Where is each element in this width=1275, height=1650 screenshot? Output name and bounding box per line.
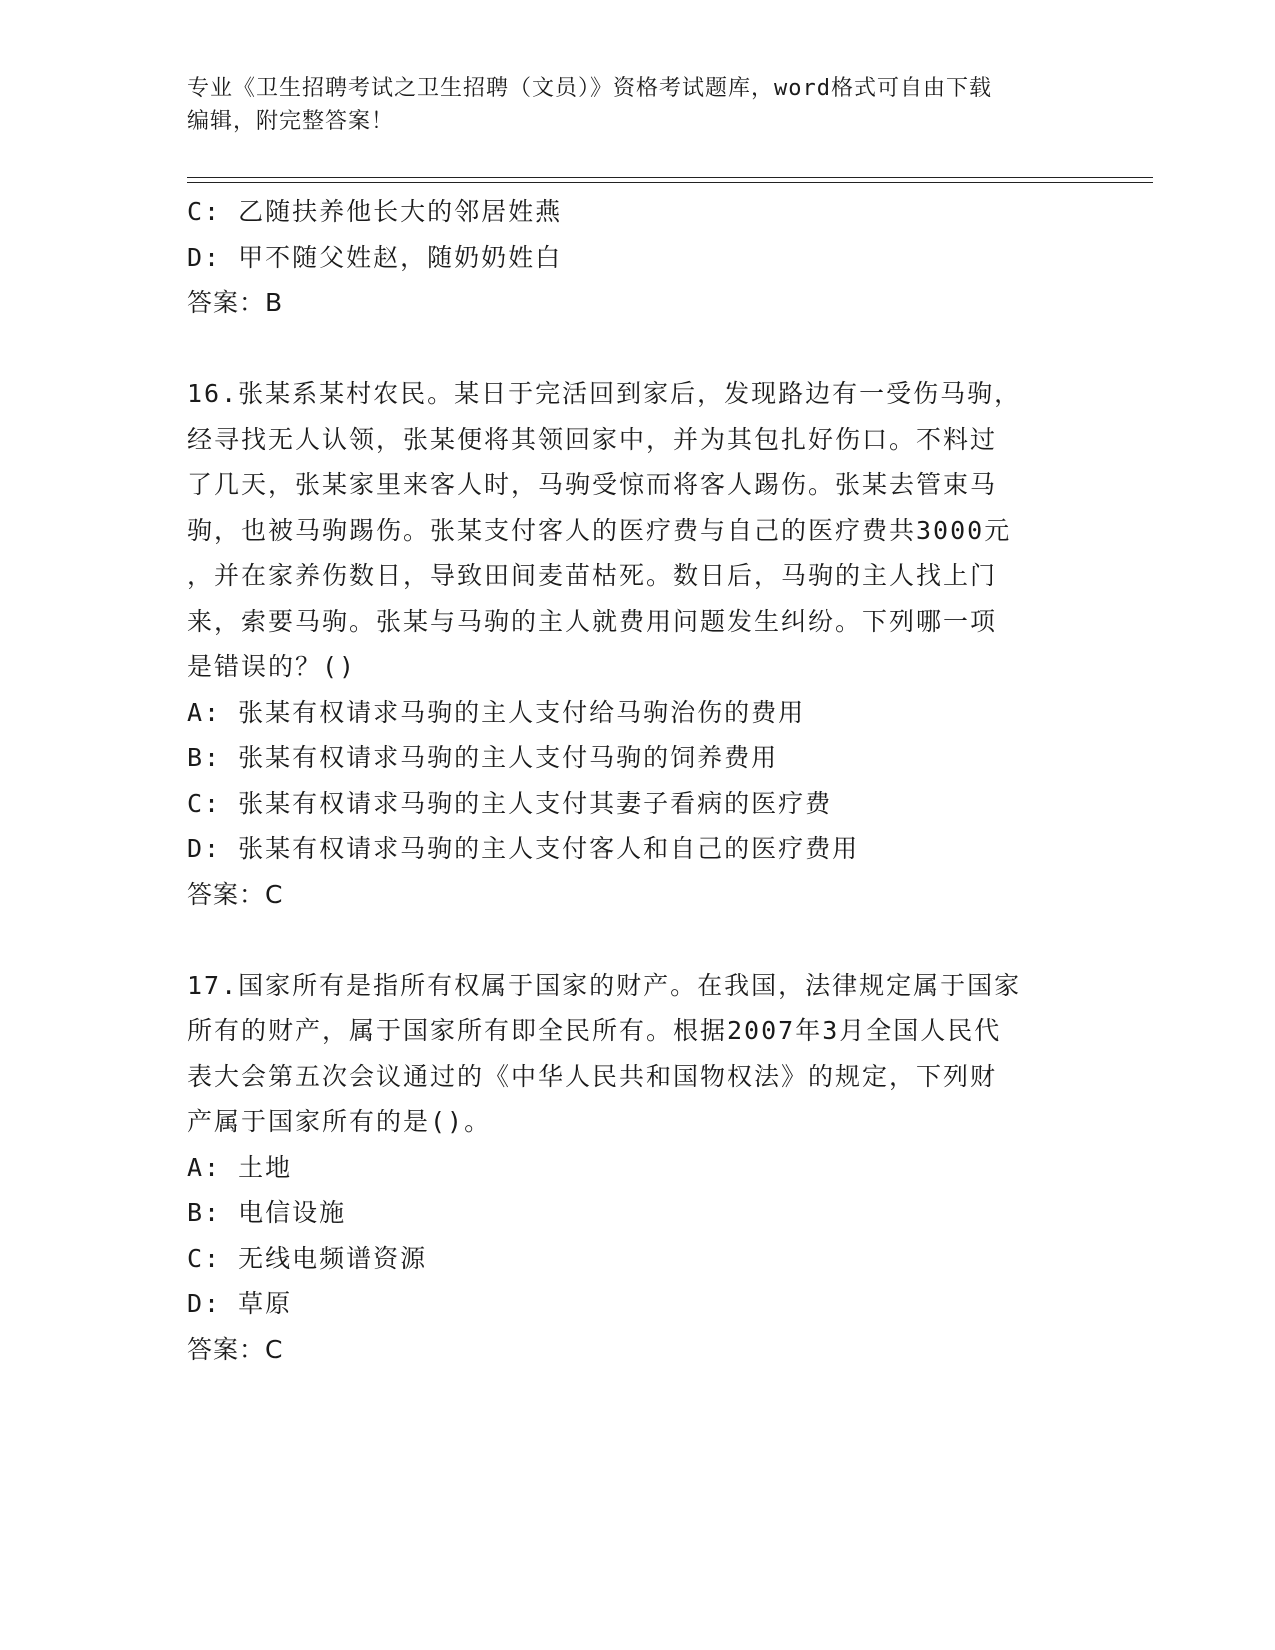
- header-line-2: 编辑，附完整答案！: [187, 109, 395, 134]
- option-label: B:: [187, 743, 222, 772]
- option-label: D:: [187, 242, 222, 272]
- spacer: [187, 326, 1077, 372]
- option-d: [187, 235, 1077, 281]
- stem-line: 16.张某系某村农民。某日于完活回到家后，发现路边有一受伤马驹，: [187, 379, 1022, 408]
- option-text: 张某有权请求马驹的主人支付客人和自己的医疗费用: [238, 834, 860, 863]
- header-divider: [187, 177, 1153, 183]
- option-text: 电信设施: [238, 1198, 347, 1227]
- stem-line: 17.国家所有是指所有权属于国家的财产。在我国，法律规定属于国家: [187, 970, 1022, 1000]
- option-b: [187, 735, 1077, 781]
- header-line-1: 专业《卫生招聘考试之卫生招聘（文员）》资格考试题库，word格式可自由下载: [187, 76, 992, 101]
- stem-line: ，并在家养伤数日，导致田间麦苗枯死。数日后，马驹的主人找上门: [187, 561, 998, 590]
- option-d: [187, 1281, 1077, 1327]
- option-c: [187, 1236, 1077, 1282]
- option-text: 张某有权请求马驹的主人支付给马驹治伤的费用: [238, 697, 806, 727]
- option-d: [187, 826, 1077, 872]
- option-label: D:: [187, 834, 222, 863]
- question-16-stem: [187, 371, 1077, 690]
- option-label: D:: [187, 1289, 222, 1318]
- option-c: [187, 189, 1077, 235]
- option-text: 无线电频谱资源: [238, 1243, 428, 1273]
- option-label: B:: [187, 1198, 222, 1227]
- option-text: 土地: [238, 1152, 293, 1182]
- option-text: 甲不随父姓赵，随奶奶姓白: [238, 242, 563, 272]
- stem-line: 经寻找无人认领，张某便将其领回家中，并为其包扎好伤口。不料过: [187, 424, 998, 454]
- option-text: 张某有权请求马驹的主人支付其妻子看病的医疗费: [238, 788, 833, 818]
- stem-line: 表大会第五次会议通过的《中华人民共和国物权法》的规定，下列财: [187, 1061, 998, 1091]
- option-label: A:: [187, 1152, 222, 1182]
- option-a: [187, 690, 1077, 736]
- document-body: [187, 189, 1077, 1372]
- option-label: C:: [187, 788, 222, 818]
- option-text: 乙随扶养他长大的邻居姓燕: [238, 197, 563, 226]
- option-label: C:: [187, 197, 222, 226]
- question-16-answer: 答案：C: [187, 879, 284, 909]
- spacer: [187, 917, 1077, 963]
- stem-line: 来，索要马驹。张某与马驹的主人就费用问题发生纠纷。下列哪一项: [187, 606, 998, 636]
- option-label: C:: [187, 1243, 222, 1273]
- stem-line: 驹，也被马驹踢伤。张某支付客人的医疗费与自己的医疗费共3000元: [187, 515, 1012, 545]
- option-b: [187, 1190, 1077, 1236]
- stem-line: 产属于国家所有的是()。: [187, 1107, 492, 1136]
- question-16: [187, 371, 1077, 917]
- option-text: 张某有权请求马驹的主人支付马驹的饲养费用: [238, 743, 779, 772]
- stem-line: 是错误的？(): [187, 652, 357, 681]
- question-17-stem: [187, 963, 1077, 1145]
- option-c: [187, 781, 1077, 827]
- page-header: [187, 72, 1067, 138]
- question-17-answer: 答案：C: [187, 1334, 284, 1364]
- stem-line: 了几天，张某家里来客人时，马驹受惊而将客人踢伤。张某去管束马: [187, 470, 998, 499]
- option-label: A:: [187, 697, 222, 727]
- stem-line: 所有的财产，属于国家所有即全民所有。根据2007年3月全国人民代: [187, 1016, 1002, 1045]
- option-text: 草原: [238, 1289, 293, 1318]
- option-a: [187, 1145, 1077, 1191]
- prev-question-answer: 答案：B: [187, 288, 284, 317]
- prev-question-options: [187, 189, 1077, 280]
- question-17: [187, 963, 1077, 1373]
